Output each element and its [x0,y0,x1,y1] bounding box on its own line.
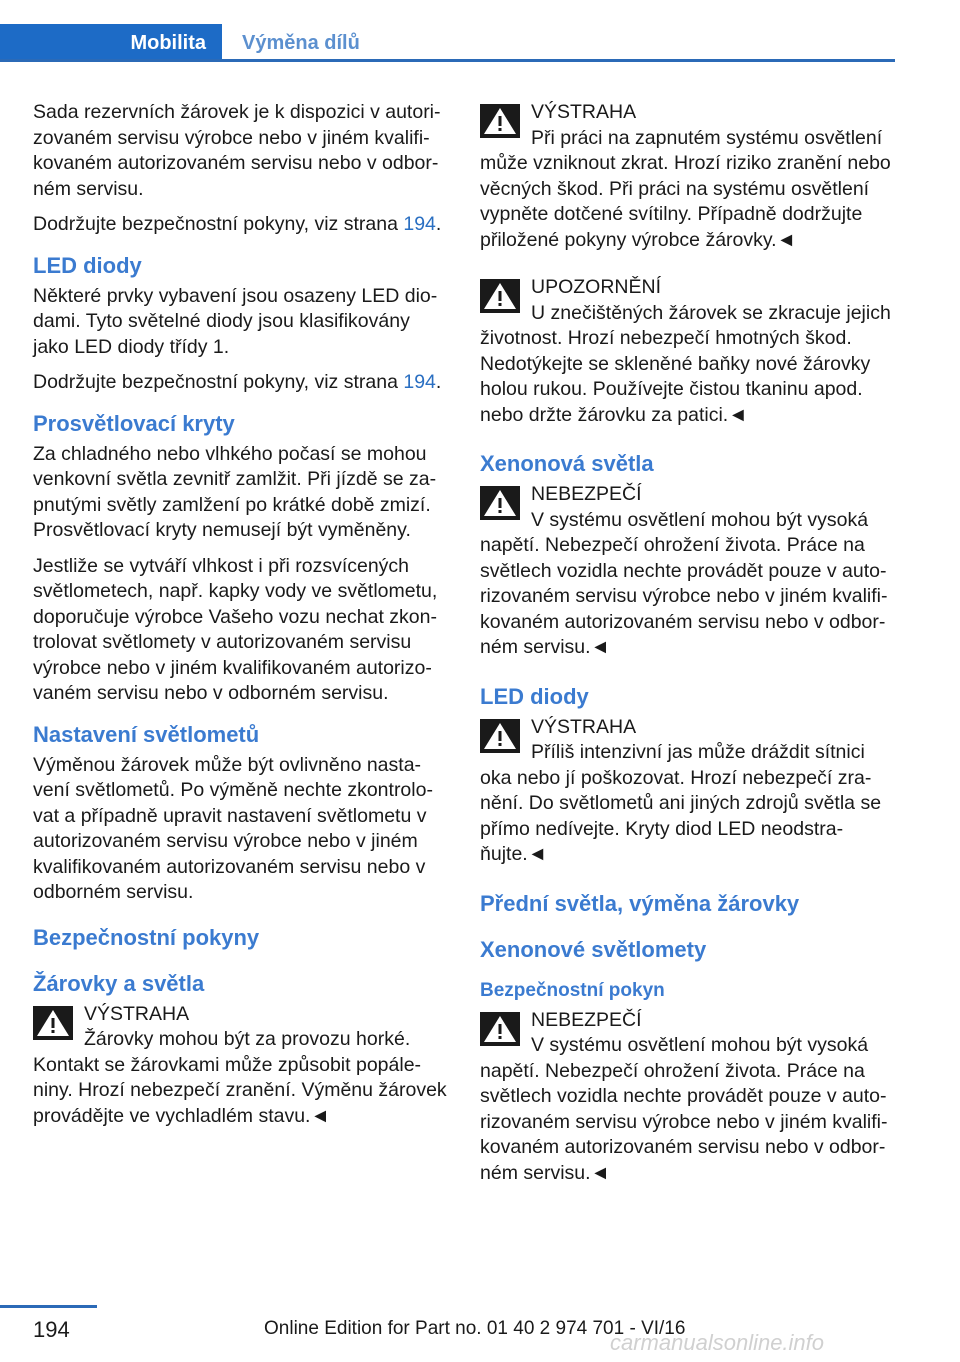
tab-vymena-dilu-label: Výměna dílů [242,31,360,54]
warning-text: Při práci na zapnutém systému osvětlení může vzniknout zkrat. Hrozí riziko zranění nebo věcných škod. Při práci na systému osvětlení vypněte dotčené svítilny. Případně dodržujte přiložené pokyny výrobce žárovky.◄ [480,126,891,251]
warning-text: V systému osvětlení mohou být vysoká napětí. Nebezpečí ohrožení života. Práce na světlech vozidla nechte provádět pouze v autorizovaném servisu výrobce nebo v jiném kvalifikovaném autorizovaném servisu nebo v odborném servisu.◄ [480,508,888,658]
warning-block [33,1002,449,1130]
warning-triangle-icon [33,1006,73,1040]
left-column [33,100,449,1151]
warning-keyword: NEBEZPEČÍ [531,1008,642,1031]
warning-keyword: NEBEZPEČÍ [531,483,642,505]
paragraph: Za chladného nebo vlhkého počasí se mohou venkovní světla zevnitř zamlžit. Při jízdě se zapnutými světly zamlžení po krátké době zmizí. Prosvětlovací kryty nemusejí být vyměněny. [33,442,437,541]
warning-triangle-icon [480,1012,520,1046]
tab-mobilita-label: Mobilita [130,31,206,54]
warning-keyword: VÝSTRAHA [531,101,637,123]
warning-text: U znečištěných žárovek se zkracuje jejich životnost. Hrozí nebezpečí hmotných škod. Nedotýkejte se skleněné baňky nové žárovky holou rukou. Používejte čistou tkaninu apod. nebo držte žárovku za patici.◄ [480,301,891,426]
warning-triangle-icon [480,719,520,753]
warning-triangle-icon [480,279,520,313]
warning-keyword: UPOZORNĚNÍ [531,276,662,298]
warning-block [480,482,898,661]
right-column [480,100,898,1208]
page-number: 194 [33,1317,70,1342]
warning-keyword: VÝSTRAHA [531,715,637,738]
paragraph-text: . [435,371,442,393]
section-heading: LED diody [33,252,142,278]
page-link[interactable]: 194 [403,371,436,393]
paragraph-text: . [435,213,442,235]
section-heading: Přední světla, výměna žárovky [480,890,800,916]
section-heading: Žárovky a světla [33,970,205,996]
paragraph: Sada rezervních žárovek je k dispozici v autorizovaném servisu výrobce nebo v jiném kvalifikovaném autorizovaném servisu nebo v odborném servisu. [33,101,441,200]
paragraph-text: Dodržujte bezpečnostní pokyny, viz strana [33,371,404,393]
warning-triangle-icon [480,104,520,138]
paragraph: Některé prvky vybavení jsou osazeny LED diodami. Tyto světelné diody jsou klasifikovány jako LED diody třídy 1. [33,284,438,358]
edition-text: Online Edition for Part no. 01 40 2 974 701 - VI/16 [264,1318,686,1339]
section-heading: Nastavení světlometů [33,721,260,747]
warning-text: Žárovky mohou být za provozu horké. Kontakt se žárovkami může způsobit popáleniny. Hrozí nebezpečí zranění. Výměnu žárovek provádějte ve vychladlém stavu.◄ [33,1028,447,1127]
paragraph: Výměnou žárovek může být ovlivněno nastavení světlometů. Po výměně nechte zkontrolovat a případně upravit nastavení světlometu v autorizovaném servisu výrobce nebo v jiném kvalifikovaném autorizovaném servisu nebo v odborném servisu. [33,753,433,903]
section-heading: Xenonová světla [480,451,654,476]
section-heading: LED diody [480,683,589,709]
warning-keyword: VÝSTRAHA [84,1002,190,1025]
warning-block [480,1008,898,1187]
tab-mobilita[interactable] [0,24,222,62]
warning-text: V systému osvětlení mohou být vysoká napětí. Nebezpečí ohrožení života. Práce na světlech vozidla nechte provádět pouze v autorizovaném servisu výrobce nebo v jiném kvalifikovaném autorizovaném servisu nebo v odborném servisu.◄ [480,1034,888,1184]
section-heading: Bezpečnostní pokyny [33,924,260,950]
warning-triangle-icon [480,486,520,520]
watermark: carmanualsonline.info [610,1330,825,1355]
tab-vymena-dilu[interactable] [222,24,360,62]
warning-text: Příliš intenzivní jas může dráždit sítnici oka nebo jí poškozovat. Hrozí nebezpečí zranění. Do světlometů ani jiných zdrojů světla se přímo nedívejte. Kryty diod LED neodstraňujte.◄ [480,741,882,865]
paragraph [33,212,449,238]
section-heading: Xenonové světlomety [480,936,707,962]
section-heading: Prosvětlovací kryty [33,410,235,436]
warning-block [480,100,898,253]
warning-block [480,275,898,428]
paragraph: Jestliže se vytváří vlhkost i při rozsvícených světlometech, např. kapky vody ve světlometu, doporučuje výrobce Vašeho vozu nechat zkontrolovat světlomety v autorizovaném servisu výrobce nebo v jiném kvalifikovaném autorizovaném servisu nebo v odborném servisu. [33,554,438,704]
subsection-heading: Bezpečnostní pokyn [480,979,665,1001]
header-rule [0,59,895,62]
page-link[interactable]: 194 [403,213,436,235]
paragraph [33,370,449,396]
footer-rule [0,1305,97,1308]
paragraph-text: Dodržujte bezpečnostní pokyny, viz strana [33,213,404,235]
warning-block [480,715,898,868]
